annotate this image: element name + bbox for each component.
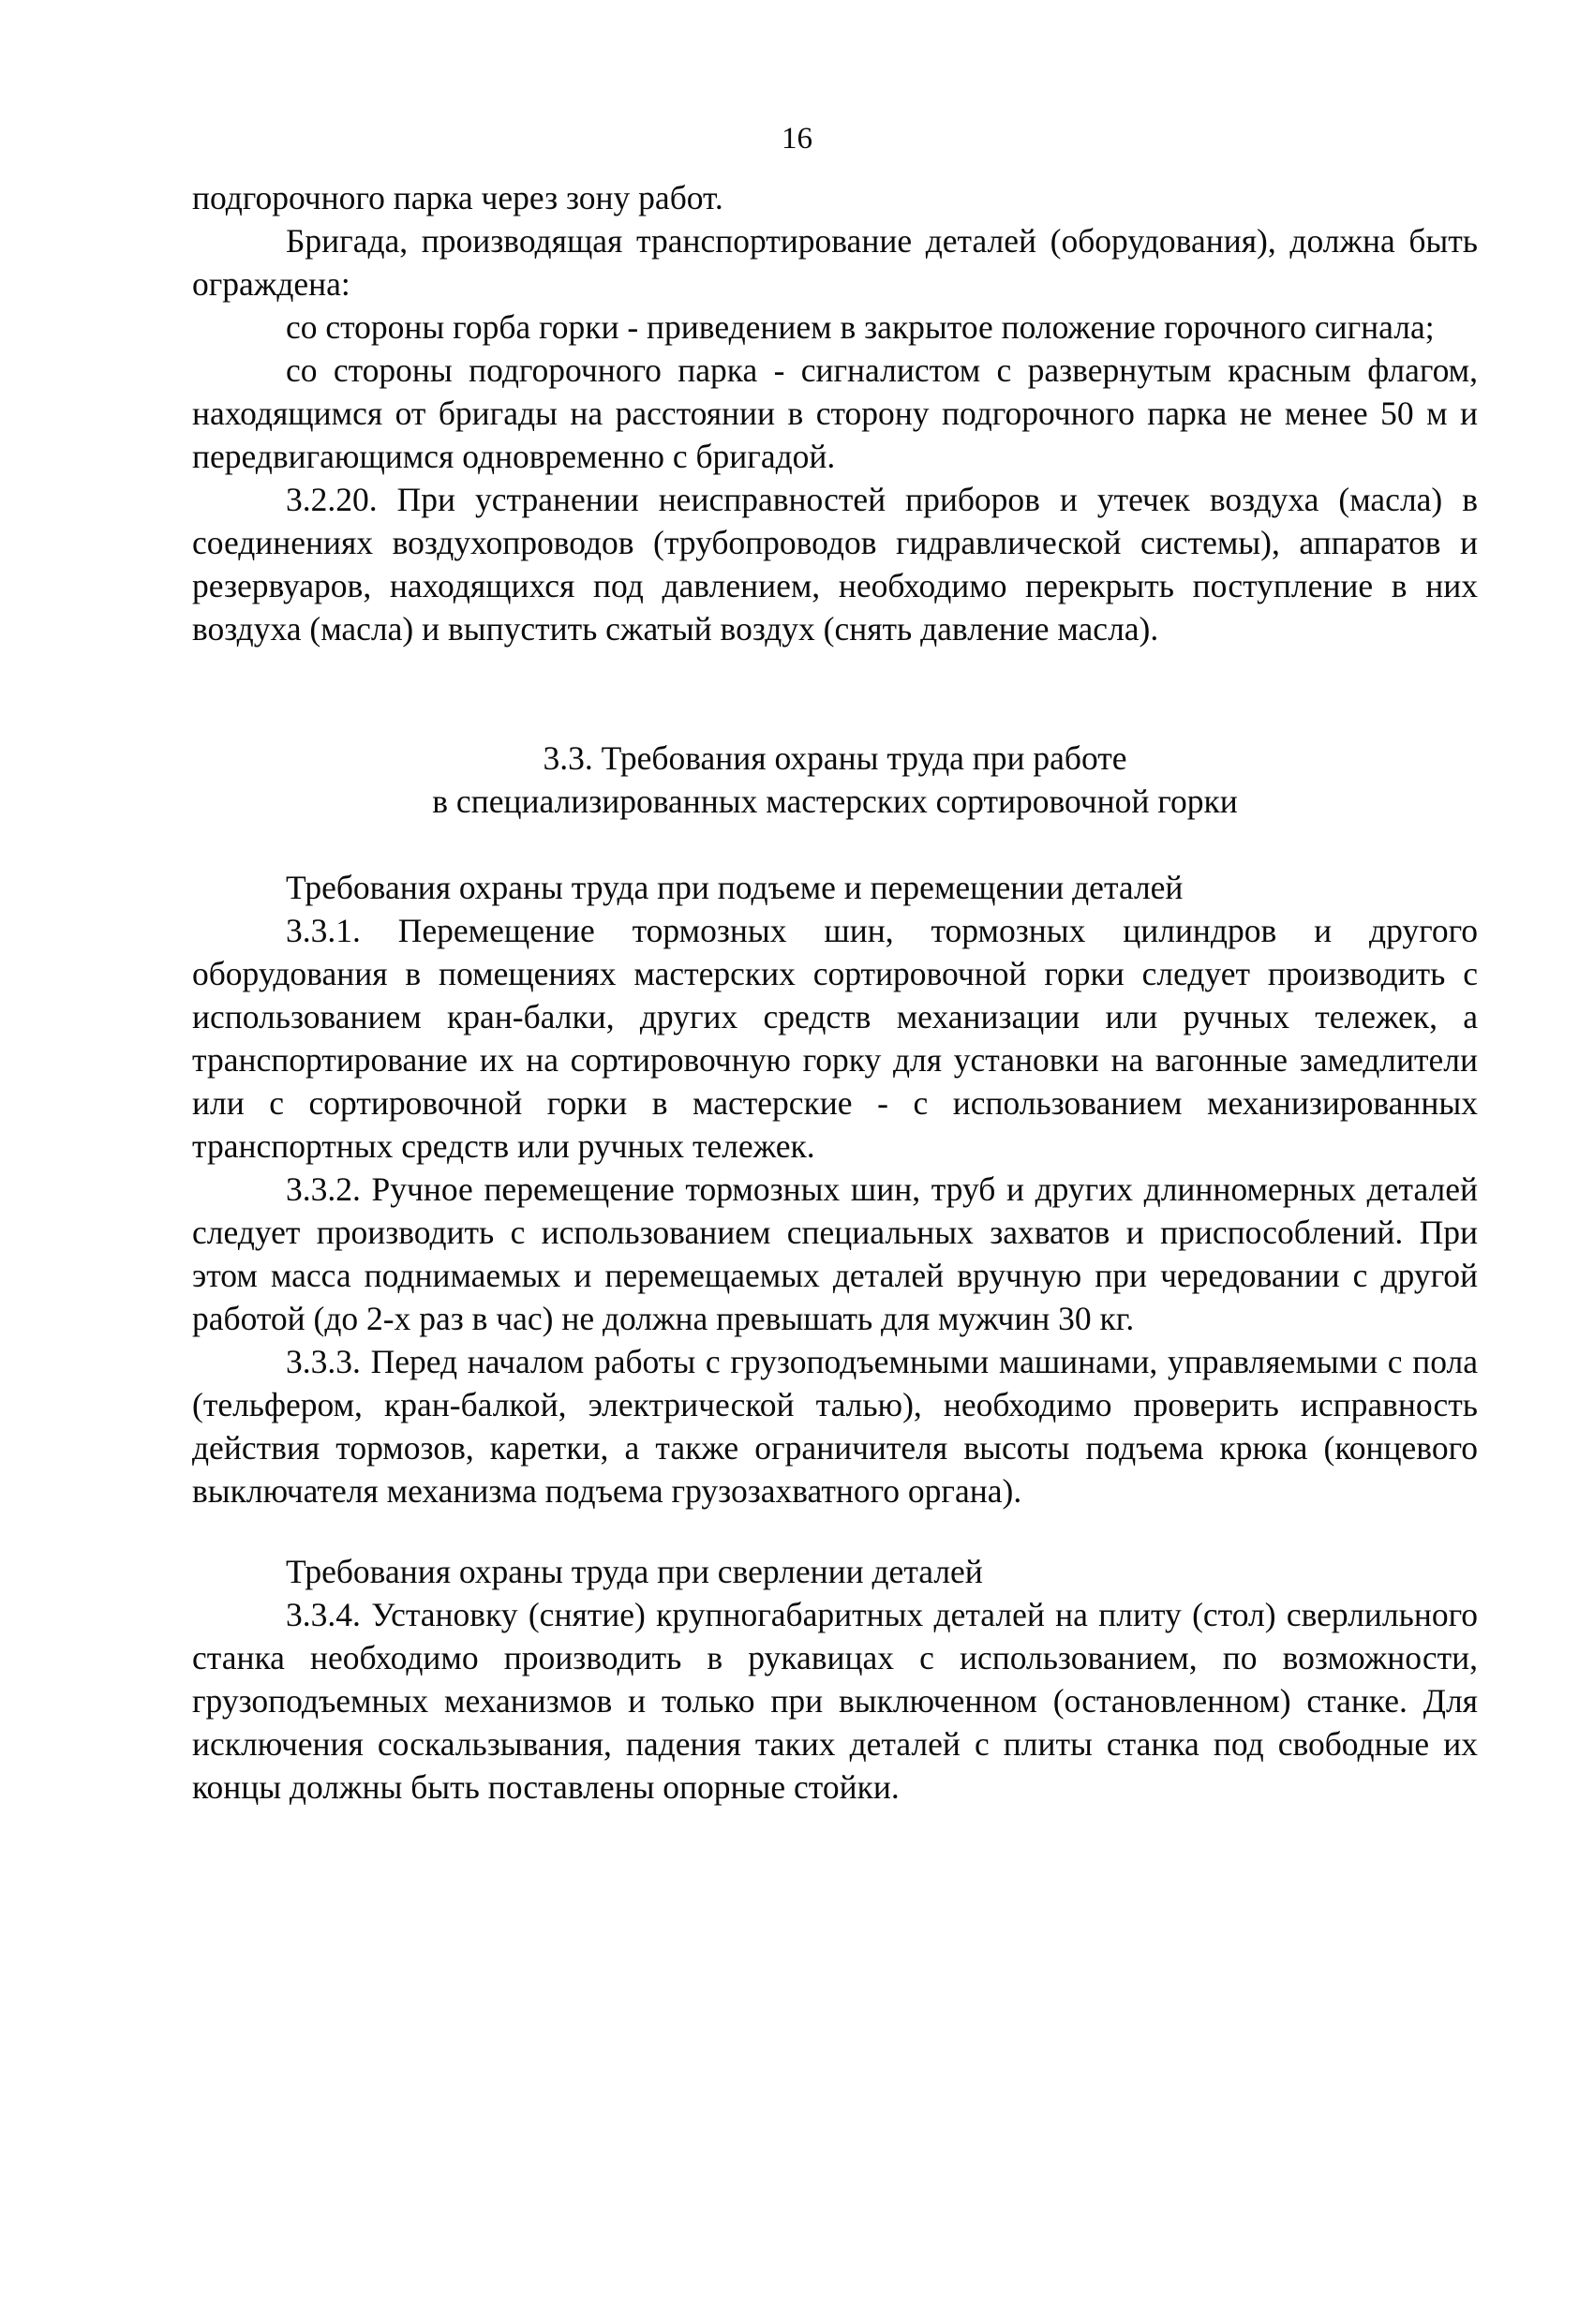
- document-body: [192, 176, 1478, 1809]
- paragraph: 3.3.2. Ручное перемещение тормозных шин, труб и других длинномерных деталей следует производить с использованием специальных захватов и приспособлений. При этом масса поднимаемых и перемещаемых деталей вручную при чередовании с другой работой (до 2-х раз в час) не должна превышать для мужчин 30 кг.: [192, 1170, 1478, 1337]
- paragraph: со стороны подгорочного парка - сигналистом с развернутым красным флагом, находящимся от бригады на расстоянии в сторону подгорочного парка не менее 50 м и передвигающимся одновременно с бригадой.: [192, 351, 1478, 475]
- paragraph: 3.3.3. Перед началом работы с грузоподъемными машинами, управляемыми с пола (тельфером, кран-балкой, электрической талью), необходимо проверить исправность действия тормозов, каретки, а также ограничителя высоты подъема крюка (концевого выключателя механизма подъема грузозахватного органа).: [192, 1343, 1478, 1510]
- section-title-line-1: 3.3. Требования охраны труда при работе: [543, 739, 1127, 777]
- page-number: 16: [782, 122, 812, 156]
- subsection-heading: Требования охраны труда при подъеме и перемещении деталей: [286, 869, 1184, 906]
- spacer: [192, 650, 1478, 737]
- spacer: [192, 823, 1478, 866]
- paragraph: 3.2.20. При устранении неисправностей приборов и утечек воздуха (масла) в соединениях воздухопроводов (трубопроводов гидравлической системы), аппаратов и резервуаров, находящихся под давлением, необходимо перекрыть поступление в них воздуха (масла) и выпустить сжатый воздух (снять давление масла).: [192, 481, 1478, 648]
- spacer: [192, 1512, 1478, 1550]
- paragraph: 3.3.4. Установку (снятие) крупногабаритных деталей на плиту (стол) сверлильного станка необходимо производить в рукавицах с использованием, по возможности, грузоподъемных механизмов и только при выключенном (остановленном) станке. Для исключения соскальзывания, падения таких деталей с плиты станка под свободные их концы должны быть поставлены опорные стойки.: [192, 1596, 1478, 1806]
- paragraph: со стороны горба горки - приведением в закрытое положение горочного сигнала;: [286, 308, 1435, 346]
- subsection-heading: Требования охраны труда при сверлении деталей: [286, 1553, 983, 1590]
- paragraph: 3.3.1. Перемещение тормозных шин, тормозных цилиндров и другого оборудования в помещениях мастерских сортировочной горки следует производить с использованием кран-балки, других средств механизации или ручных тележек, а транспортирование их на сортировочную горку для установки на вагонные замедлители или с сортировочной горки в мастерские - с использованием механизированных транспортных средств или ручных тележек.: [192, 912, 1478, 1165]
- section-title-line-2: в специализированных мастерских сортировочной горки: [432, 782, 1238, 820]
- paragraph: Бригада, производящая транспортирование деталей (оборудования), должна быть ограждена:: [192, 222, 1478, 303]
- paragraph: подгорочного парка через зону работ.: [192, 179, 723, 216]
